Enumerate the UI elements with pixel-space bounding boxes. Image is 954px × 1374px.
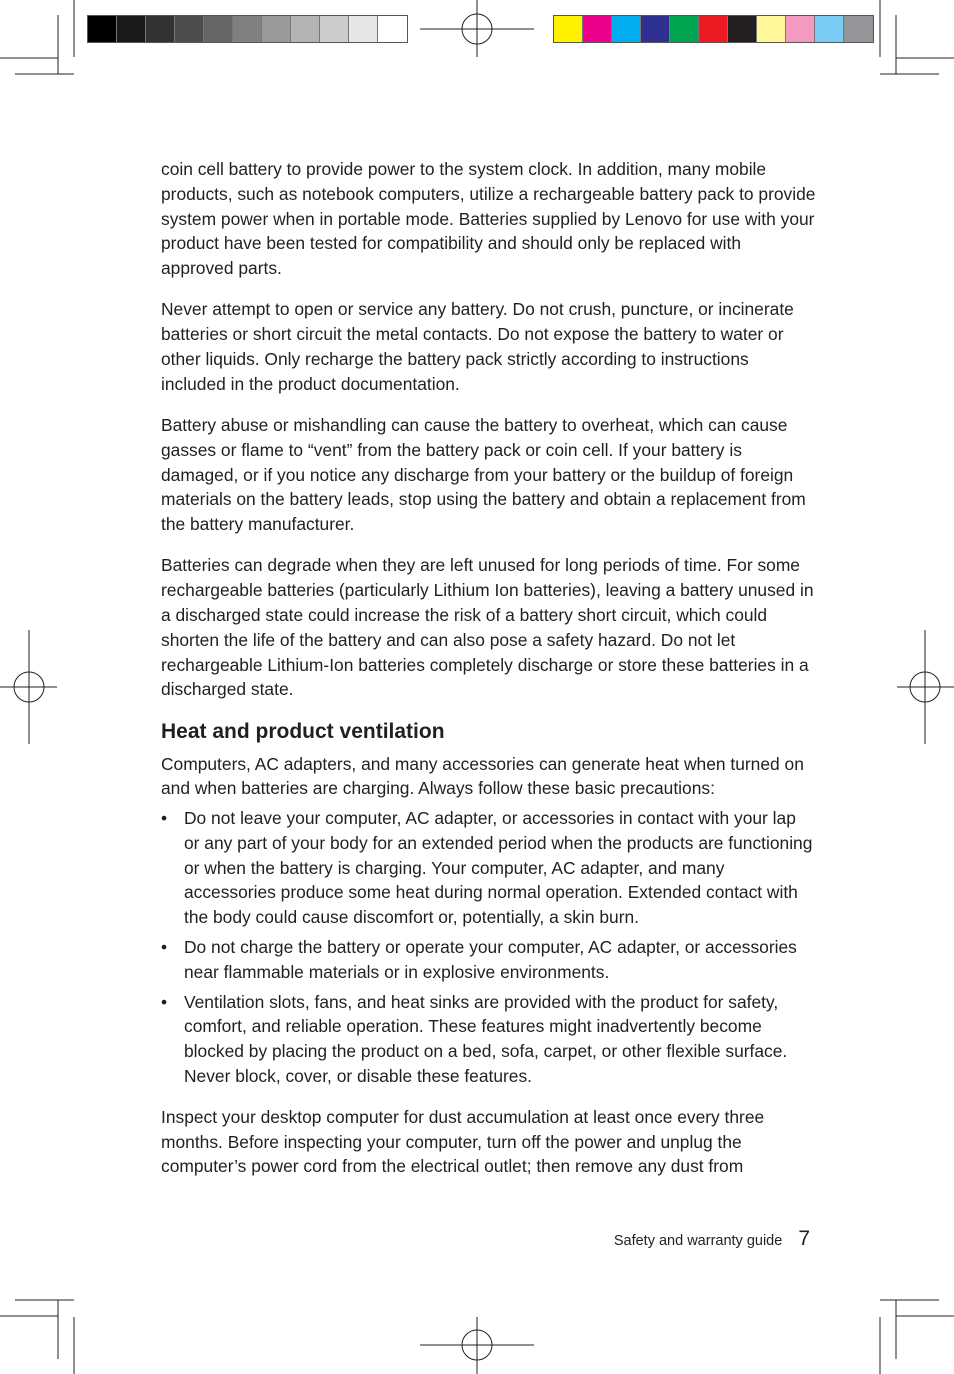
paragraph-coin-cell: coin cell battery to provide power to the system clock. In addition, many mobile products, such as notebook computers, utilize a rechargeable battery pack to provide system power when in portable mode. Batteries supplied by Lenovo for use with your product have been tested for compatibility and should only be replaced with approved parts. — [161, 159, 816, 279]
bullet-icon: • — [161, 991, 168, 1012]
gray-swatch — [117, 16, 146, 42]
gray-swatch — [349, 16, 378, 42]
bullet-icon: • — [161, 937, 168, 958]
registration-target-top — [420, 0, 534, 57]
gray-swatch — [146, 16, 175, 42]
color-swatch — [583, 16, 612, 42]
color-swatch — [757, 16, 786, 42]
color-swatch — [728, 16, 757, 42]
list-item — [161, 935, 816, 985]
page-content — [161, 157, 816, 1196]
bullet-icon: • — [161, 808, 168, 829]
list-item-text: Ventilation slots, fans, and heat sinks are provided with the product for safety, comfort, and reliable operation. These features might inadvertently become blocked by placing the product on a bed, sofa, carpet, or other flexible surface. Never block, cover, or disable these features. — [184, 991, 788, 1087]
color-swatch — [641, 16, 670, 42]
page-number: 7 — [798, 1227, 810, 1250]
footer-guide-title: Safety and warranty guide — [613, 1233, 783, 1249]
color-swatch — [699, 16, 728, 42]
gray-swatch — [88, 16, 117, 42]
color-swatch — [815, 16, 844, 42]
color-swatch — [670, 16, 699, 42]
registration-target-bottom — [420, 1317, 534, 1374]
section-intro: Computers, AC adapters, and many accessories can generate heat when turned on and when batteries are charging. Always follow these basic precautions: — [161, 753, 804, 799]
gray-swatch — [378, 16, 407, 42]
color-swatch — [554, 16, 583, 42]
paragraph-dust-inspection: Inspect your desktop computer for dust accumulation at least once every three months. Before inspecting your computer, turn off the power and unplug the computer’s power cord from the electrical outlet; then remove any dust from — [161, 1106, 765, 1177]
list-item-text: Do not charge the battery or operate your computer, AC adapter, or accessories near flammable materials or in explosive environments. — [184, 937, 797, 982]
paragraph-battery-abuse: Battery abuse or mishandling can cause the battery to overheat, which can cause gasses or flame to “vent” from the battery pack or coin cell. If your battery is damaged, or if you notice any discharge from your battery or the buildup of foreign materials on the battery leads, stop using the battery and obtain a replacement from the battery manufacturer. — [161, 414, 806, 535]
gray-swatch — [262, 16, 291, 42]
process-color-bar — [553, 15, 874, 43]
list-item — [161, 990, 816, 1089]
color-swatch — [786, 16, 815, 42]
registration-target-right — [897, 630, 954, 744]
list-item-text: Do not leave your computer, AC adapter, or accessories in contact with your lap or any part of your body for an extended period when the products are functioning or when the battery is charging. Your computer, AC adapter, and many accessories produce some heat during normal operation. Extended contact with the body could cause discomfort or, potentially, a skin burn. — [184, 808, 813, 928]
gray-swatch — [320, 16, 349, 42]
list-item — [161, 806, 816, 930]
gray-swatch — [291, 16, 320, 42]
gray-swatch — [204, 16, 233, 42]
precautions-list — [161, 806, 816, 1089]
color-swatch — [844, 16, 873, 42]
section-heading: Heat and product ventilation — [161, 719, 445, 743]
grayscale-color-bar — [87, 15, 408, 43]
gray-swatch — [175, 16, 204, 42]
registration-target-left — [0, 630, 57, 744]
paragraph-battery-degrade: Batteries can degrade when they are left unused for long periods of time. For some rechargeable batteries (particularly Lithium Ion batteries), leaving a battery unused in a discharged state could increase the risk of a battery short circuit, which could shorten the life of the battery and can also pose a safety hazard. Do not let rechargeable Lithium-Ion batteries completely discharge or store these batteries in a discharged state. — [161, 555, 814, 700]
paragraph-battery-service: Never attempt to open or service any battery. Do not crush, puncture, or incinerate batteries or short circuit the metal contacts. Do not expose the battery to water or other liquids. Only recharge the battery pack strictly according to instructions included in the product documentation. — [161, 299, 794, 394]
gray-swatch — [233, 16, 262, 42]
color-swatch — [612, 16, 641, 42]
page-footer — [614, 1227, 810, 1251]
